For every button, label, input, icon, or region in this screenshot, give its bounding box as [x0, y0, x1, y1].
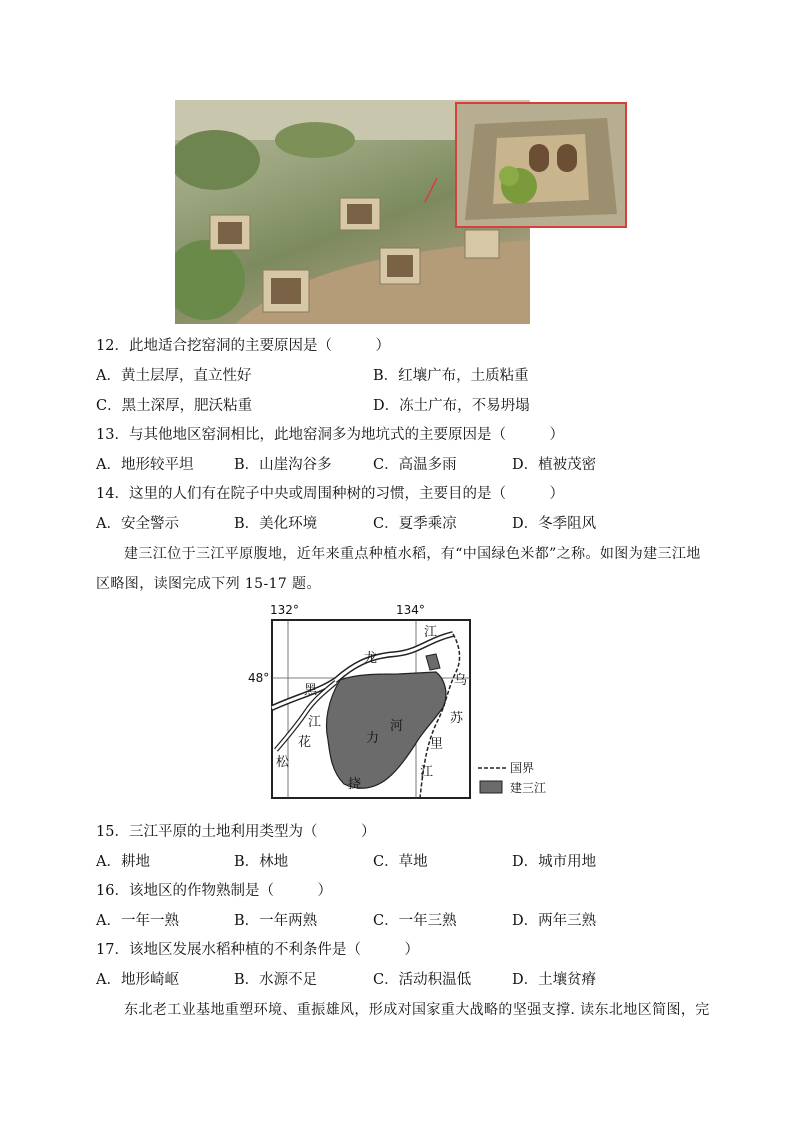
label-long: 龙 — [364, 651, 378, 666]
q17-option-a[interactable]: A．地形崎岖 — [96, 972, 179, 988]
cave-dwelling-inset — [455, 102, 627, 228]
q15-option-b[interactable]: B．林地 — [234, 854, 289, 870]
q12-stem: 12．此地适合挖窑洞的主要原因是（ ） — [96, 338, 390, 354]
label-su: 苏 — [450, 711, 464, 726]
q17-option-b[interactable]: B．水源不足 — [234, 972, 318, 988]
lon-134-label: 134° — [396, 603, 425, 617]
q13-option-c[interactable]: C．高温多雨 — [373, 457, 457, 473]
q14-option-a[interactable]: A．安全警示 — [96, 516, 179, 532]
q16-option-c[interactable]: C．一年三熟 — [373, 913, 457, 929]
label-li: 里 — [430, 737, 444, 752]
cave-dwelling-inset-art — [457, 104, 625, 226]
legend-region-symbol — [480, 781, 502, 793]
map-svg — [248, 600, 568, 810]
label-jiang-right: 江 — [420, 765, 434, 780]
q13-stem: 13．与其他地区窑洞相比，此地窑洞多为地坑式的主要原因是（ ） — [96, 427, 564, 443]
q14-option-d[interactable]: D．冬季阻风 — [512, 516, 597, 532]
label-song: 松 — [276, 755, 290, 770]
lat-48-label: 48° — [248, 671, 270, 685]
q14-option-b[interactable]: B．美化环境 — [234, 516, 318, 532]
legend-border-label: 国界 — [510, 761, 535, 775]
q16-option-a[interactable]: A．一年一熟 — [96, 913, 179, 929]
q15-option-c[interactable]: C．草地 — [373, 854, 428, 870]
label-wu: 乌 — [454, 673, 468, 688]
label-hei: 黑 — [304, 683, 318, 698]
q13-option-d[interactable]: D．植被茂密 — [512, 457, 597, 473]
label-jiang-top: 江 — [424, 625, 438, 640]
q15-option-a[interactable]: A．耕地 — [96, 854, 150, 870]
q12-option-d[interactable]: D．冻土广布，不易坍塌 — [373, 398, 530, 414]
q17-option-c[interactable]: C．活动积温低 — [373, 972, 472, 988]
q17-stem: 17．该地区发展水稻种植的不利条件是（ ） — [96, 942, 419, 958]
q15-option-d[interactable]: D．城市用地 — [512, 854, 597, 870]
q12-option-a[interactable]: A．黄土层厚，直立性好 — [96, 368, 252, 384]
label-li2: 力 — [366, 731, 380, 746]
q17-option-d[interactable]: D．土壤贫瘠 — [512, 972, 597, 988]
label-hua: 花 — [298, 735, 312, 750]
lon-132-label: 132° — [270, 603, 299, 617]
q16-stem: 16．该地区的作物熟制是（ ） — [96, 883, 332, 899]
outro-line-1: 东北老工业基地重塑环境、重振雄风，形成对国家重大战略的坚强支撑. 读东北地区简图，完 — [124, 1002, 710, 1018]
q12-option-b[interactable]: B．红壤广布，土质粘重 — [373, 368, 529, 384]
q16-option-d[interactable]: D．两年三熟 — [512, 913, 597, 929]
intro-line-1: 建三江位于三江平原腹地，近年来重点种植水稻，有“中国绿色米都”之称。如图为建三江地 — [124, 546, 701, 562]
legend-region-label: 建三江 — [510, 781, 547, 795]
label-jiang-left: 江 — [308, 715, 322, 730]
q14-stem: 14．这里的人们有在院子中央或周围种树的习惯，主要目的是（ ） — [96, 486, 564, 502]
q13-option-b[interactable]: B．山崖沟谷多 — [234, 457, 332, 473]
intro-line-2: 区略图，读图完成下列 15-17 题。 — [96, 576, 321, 592]
q13-option-a[interactable]: A．地形较平坦 — [96, 457, 194, 473]
q15-stem: 15．三江平原的土地利用类型为（ ） — [96, 824, 376, 840]
label-he: 河 — [390, 719, 404, 734]
q16-option-b[interactable]: B．一年两熟 — [234, 913, 318, 929]
q14-option-c[interactable]: C．夏季乘凉 — [373, 516, 457, 532]
jiansanjiang-map — [248, 600, 568, 810]
q12-option-c[interactable]: C．黑土深厚，肥沃粘重 — [96, 398, 253, 414]
label-nao: 挠 — [348, 777, 362, 792]
